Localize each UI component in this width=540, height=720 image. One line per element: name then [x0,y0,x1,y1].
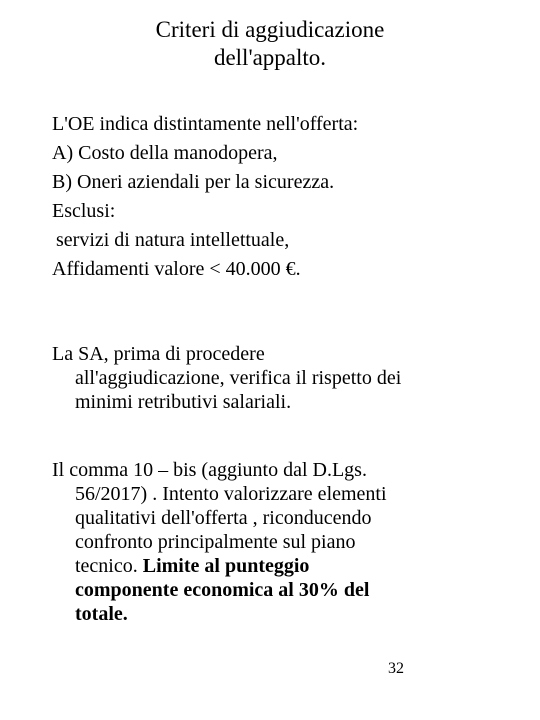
paragraph-line-bold: totale. [75,603,128,625]
paragraph-line: La SA, prima di procedere [52,343,265,365]
intro-line: L'OE indica distintamente nell'offerta: [52,113,359,135]
intro-line: Esclusi: [52,200,116,222]
paragraph-line: 56/2017) . Intento valorizzare elementi [75,483,387,505]
slide-title [60,16,480,72]
intro-line: B) Oneri aziendali per la sicurezza. [52,171,335,193]
paragraph-line-bold: componente economica al 30% del [75,579,370,601]
plain-text: tecnico. [75,555,143,577]
paragraph-verification [52,342,522,414]
intro-text-block [52,110,522,284]
page-number: 32 [388,660,404,677]
intro-line: Affidamenti valore < 40.000 €. [52,258,301,280]
paragraph-line: confronto principalmente sul piano [75,531,356,553]
paragraph-line: minimi retributivi salariali. [75,391,292,413]
title-line-2: dell'appalto. [213,45,327,70]
title-line-1: Criteri di aggiudicazione [155,17,385,42]
paragraph-line-mixed [52,554,522,578]
intro-line: A) Costo della manodopera, [52,142,278,164]
paragraph-line: qualitativi dell'offerta , riconducendo [75,507,372,529]
paragraph-line: Il comma 10 – bis (aggiunto dal D.Lgs. [52,459,367,481]
paragraph-comma-10-bis [52,458,522,626]
paragraph-line: all'aggiudicazione, verifica il rispetto dei [75,367,402,389]
bold-text: Limite al punteggio [142,555,310,577]
intro-line: servizi di natura intellettuale, [56,229,290,251]
